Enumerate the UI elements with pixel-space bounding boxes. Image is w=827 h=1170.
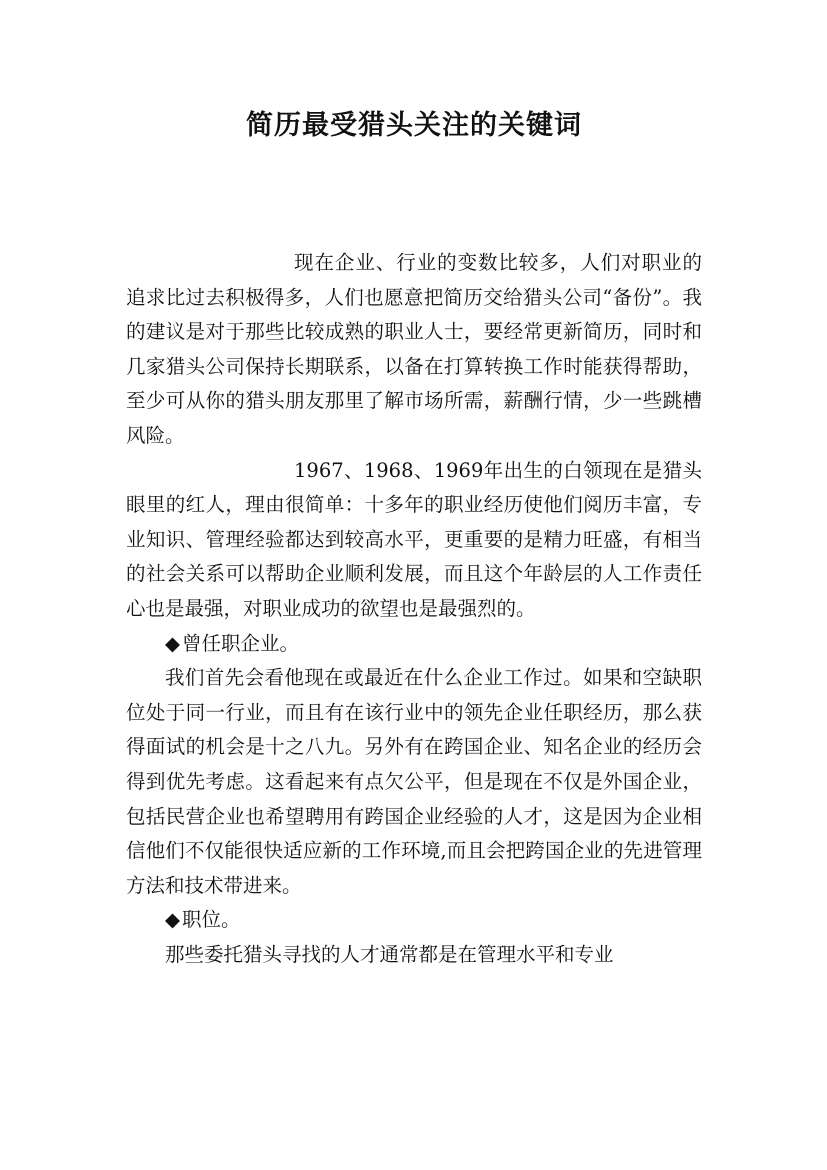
- document-body: [126, 246, 702, 972]
- paragraph-employer-detail: 我们首先会看他现在或最近在什么企业工作过。如果和空缺职位处于同一行业，而且有在该行业中的领先企业任职经历，那么获得面试的机会是十之八九。另外有在跨国企业、知名企业的经历会得到优先考虑。这看起来有点欠公平，但是现在不仅是外国企业，包括民营企业也希望聘用有跨国企业经验的人才，这是因为企业相信他们不仅能很快适应新的工作环境,而且会把跨国企业的先进管理方法和技术带进来。: [126, 666, 702, 897]
- bullet-item-previous-employer: [126, 627, 702, 662]
- paragraph-position-detail: 那些委托猎头寻找的人才通常都是在管理水平和专业: [165, 942, 614, 966]
- diamond-bullet-icon: ◆: [165, 631, 180, 655]
- bullet-item-position: [126, 903, 702, 938]
- document-page: [126, 96, 702, 972]
- bullet-label: 曾任职企业。: [182, 631, 300, 655]
- bullet-label: 职位。: [182, 908, 241, 932]
- document-title: 简历最受猎头关注的关键词: [246, 110, 582, 141]
- paragraph-intro: 现在企业、行业的变数比较多，人们对职业的追求比过去积极得多，人们也愿意把简历交给猎头公司“备份”。我的建议是对于那些比较成熟的职业人士，要经常更新简历，同时和几家猎头公司保持长期联系，以备在打算转换工作时能获得帮助，至少可从你的猎头朋友那里了解市场所需，薪酬行情，少一些跳槽风险。: [126, 251, 702, 447]
- diamond-bullet-icon: ◆: [165, 908, 180, 932]
- paragraph-birth-years: 1967、1968、1969年出生的白领现在是猎头眼里的红人，理由很简单：十多年的职业经历使他们阅历丰富，专业知识、管理经验都达到较高水平，更重要的是精力旺盛，有相当的社会关系可以帮助企业顺利发展，而且这个年龄层的人工作责任心也是最强，对职业成功的欲望也是最强烈的。: [126, 458, 702, 620]
